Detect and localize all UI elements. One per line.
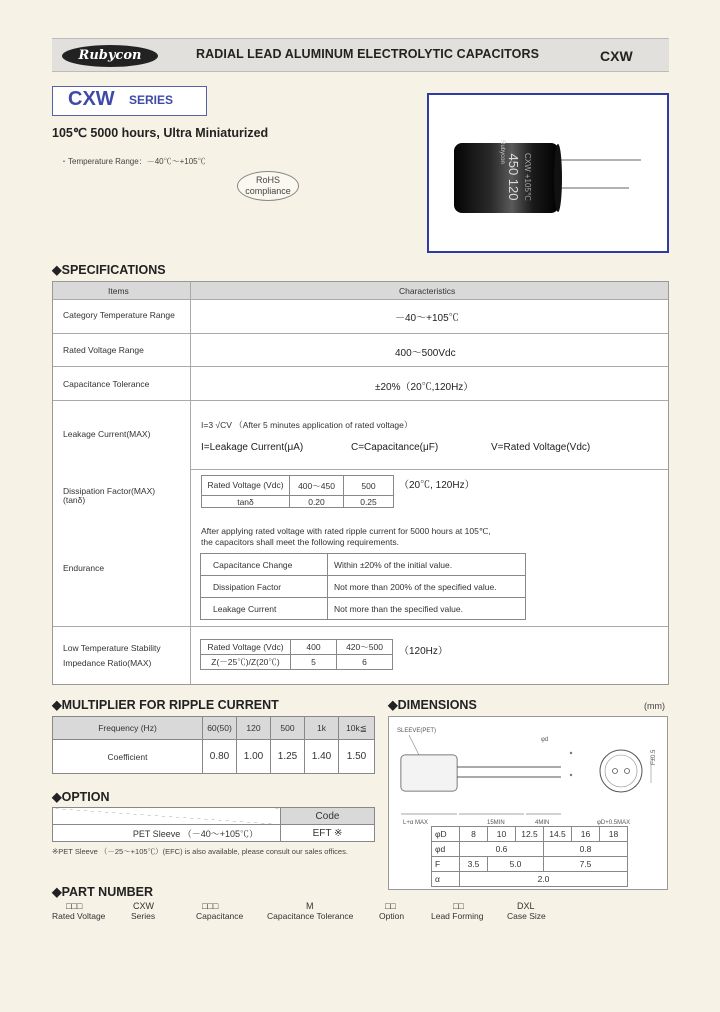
df-condition: （20℃, 120Hz） (399, 480, 475, 491)
lt-voltage-1: 400 (291, 640, 337, 655)
endurance-item: Endurance (63, 563, 105, 573)
series-code: CXW (600, 48, 633, 64)
pn-val-1: □□□ (66, 901, 83, 911)
df-voltage-1: 400～450 (290, 476, 344, 496)
col-characteristics-header: Characteristics (399, 286, 456, 296)
endurance-v-3: Not more than the specified value. (328, 598, 526, 620)
leakage-formula: I=3 √CV （After 5 minutes application of rated voltage） (201, 420, 413, 430)
dim-label-alpha: α (432, 872, 460, 887)
ripple-freq-4: 1k (305, 717, 339, 740)
dimensions-title: ◆DIMENSIONS (388, 698, 477, 712)
col-items-header: Items (108, 286, 129, 296)
cap-tolerance-item: Capacitance Tolerance (63, 379, 150, 389)
endurance-k-3: Leakage Current (201, 598, 328, 620)
low-temp-item-2: Impedance Ratio(MAX) (63, 658, 152, 668)
category-temp-value: －40～+105℃ (395, 313, 459, 324)
rohs-line1: RoHS (255, 175, 280, 185)
df-row-label: tanδ (202, 496, 290, 508)
part-number-title: ◆PART NUMBER (52, 885, 154, 899)
label-lmax: L+α MAX (403, 820, 428, 826)
lt-value-2: 6 (337, 655, 393, 670)
dim-alpha: 2.0 (460, 872, 628, 887)
marking-top: Rubycon (499, 140, 505, 164)
page-title: RADIAL LEAD ALUMINUM ELECTROLYTIC CAPACITORS (196, 47, 540, 61)
lt-value-1: 5 (291, 655, 337, 670)
label-ad: φd (541, 737, 549, 743)
option-note: ※PET Sleeve （－25～+105℃）(EFC) is also available, please consult our sales offices. (52, 847, 348, 856)
endurance-v-2: Not more than 200% of the specified value. (328, 576, 526, 598)
low-temp-item-1: Low Temperature Stability (63, 643, 161, 653)
endurance-text-1: After applying rated voltage with rated ripple current for 5000 hours at 105℃, (201, 526, 491, 536)
dim-ad-2: 0.8 (544, 842, 628, 857)
ripple-coef-4: 1.40 (305, 740, 339, 774)
ripple-coef-1: 0.80 (203, 740, 237, 774)
dim-d-6: 18 (600, 827, 628, 842)
label-15min: 15MIN (487, 820, 505, 826)
endurance-v-1: Within ±20% of the initial value. (328, 554, 526, 576)
leakage-legend-v: V=Rated Voltage(Vdc) (491, 442, 591, 453)
lt-header-label: Rated Voltage (Vdc) (201, 640, 291, 655)
endurance-k-2: Dissipation Factor (201, 576, 328, 598)
label-4min: 4MIN (535, 820, 550, 826)
ripple-coef-label: Coefficient (53, 740, 203, 774)
specifications-table (52, 281, 669, 685)
dim-label-f: F (432, 857, 460, 872)
dim-f-3: 7.5 (544, 857, 628, 872)
capacitor-image (429, 95, 667, 251)
leakage-item: Leakage Current(MAX) (63, 429, 151, 439)
ripple-coef-3: 1.25 (271, 740, 305, 774)
ripple-freq-5: 10k≦ (339, 717, 375, 740)
dim-d-2: 10 (488, 827, 516, 842)
dimensions-box (388, 716, 668, 890)
endurance-k-1: Capacitance Change (201, 554, 328, 576)
rated-voltage-value: 400～500Vdc (395, 348, 456, 359)
pn-label-2: Series (131, 911, 156, 921)
ripple-freq-2: 120 (237, 717, 271, 740)
option-diagonal-cell (53, 808, 281, 825)
leakage-legend-i: I=Leakage Current(μA) (201, 442, 304, 453)
df-value-2: 0.25 (344, 496, 394, 508)
dim-d-5: 16 (572, 827, 600, 842)
temperature-range: ・Temperature Range：－40℃～+105℃ (60, 157, 206, 166)
tagline: 105℃ 5000 hours, Ultra Miniaturized (52, 126, 269, 140)
pn-val-2: CXW (133, 901, 154, 911)
ripple-freq-3: 500 (271, 717, 305, 740)
pn-label-6: Lead Forming (431, 911, 484, 921)
dissipation-item: Dissipation Factor(MAX) (63, 486, 156, 496)
lt-row-label: Z(－25℃)/Z(20℃) (201, 655, 291, 670)
cap-tolerance-value: ±20%（20℃,120Hz） (375, 382, 474, 393)
pn-val-3: □□□ (202, 901, 219, 911)
option-code: EFT ※ (281, 825, 375, 842)
endurance-text-2: the capacitors shall meet the following requirements. (201, 537, 399, 547)
label-f: F±0.5 (651, 749, 657, 765)
ripple-coef-2: 1.00 (237, 740, 271, 774)
marking-main: 450 120 (506, 153, 521, 201)
ripple-coef-5: 1.50 (339, 740, 375, 774)
dim-d-3: 12.5 (516, 827, 544, 842)
ripple-freq-1: 60(50) (203, 717, 237, 740)
label-dmax: φD+0.5MAX (597, 820, 631, 826)
option-item: PET Sleeve （－40～+105℃） (53, 825, 281, 842)
dim-f-1: 3.5 (460, 857, 488, 872)
pn-val-7: DXL (517, 901, 535, 911)
marking-sub: CXW +105℃ (523, 153, 532, 201)
series-name: CXW (68, 88, 115, 110)
dim-label-d: φD (432, 827, 460, 842)
specifications-title: ◆SPECIFICATIONS (52, 263, 166, 277)
dim-d-1: 8 (460, 827, 488, 842)
label-sleeve: SLEEVE(PET) (397, 728, 437, 734)
brand-logo: Rubycon (62, 45, 158, 67)
dim-ad-1: 0.6 (460, 842, 544, 857)
rated-voltage-item: Rated Voltage Range (63, 345, 144, 355)
df-voltage-2: 500 (344, 476, 394, 496)
pn-label-5: Option (379, 911, 405, 921)
option-table (52, 807, 375, 842)
category-temp-item: Category Temperature Range (63, 310, 175, 320)
pn-val-6: □□ (453, 901, 464, 911)
pn-val-4: M (306, 901, 314, 911)
pn-label-3: Capacitance (196, 911, 244, 921)
endurance-table (200, 553, 526, 620)
ripple-title: ◆MULTIPLIER FOR RIPPLE CURRENT (52, 698, 279, 712)
df-value-1: 0.20 (290, 496, 344, 508)
product-photo (427, 93, 669, 253)
pn-val-5: □□ (385, 901, 396, 911)
dissipation-table (201, 475, 394, 508)
pn-label-7: Case Size (507, 911, 546, 921)
pn-label-1: Rated Voltage (52, 911, 106, 921)
ripple-freq-label: Frequency (Hz) (53, 717, 203, 740)
dim-label-ad: φd (432, 842, 460, 857)
rohs-line2: compliance (245, 186, 291, 196)
dimension-drawing (389, 717, 667, 827)
dimension-table (431, 826, 628, 887)
series-label: SERIES (129, 93, 174, 107)
leakage-legend-c: C=Capacitance(μF) (351, 442, 439, 453)
low-temp-table (200, 639, 393, 670)
option-title: ◆OPTION (52, 790, 110, 804)
dimensions-unit: (mm) (644, 701, 665, 711)
lt-condition: （120Hz） (399, 646, 448, 657)
df-header-label: Rated Voltage (Vdc) (202, 476, 290, 496)
ripple-table (52, 716, 375, 774)
option-code-header: Code (281, 808, 375, 825)
lt-voltage-2: 420～500 (337, 640, 393, 655)
dim-d-4: 14.5 (544, 827, 572, 842)
rohs-badge (237, 171, 299, 201)
dissipation-item-sub: (tanδ) (63, 495, 86, 505)
pn-label-4: Capacitance Tolerance (267, 911, 354, 921)
dim-f-2: 5.0 (488, 857, 544, 872)
